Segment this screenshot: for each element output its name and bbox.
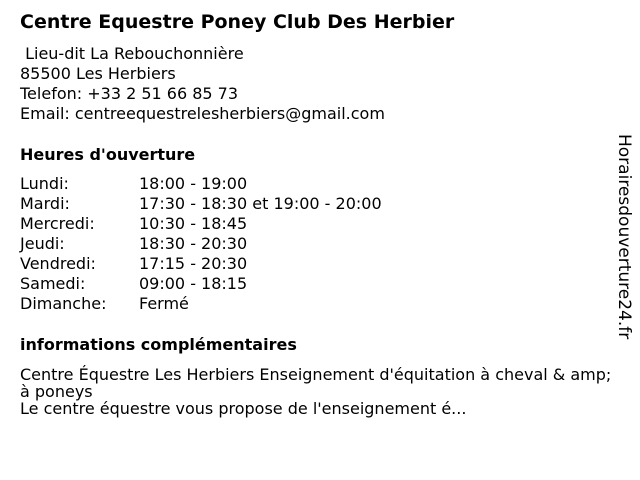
hours-row-friday: [20, 254, 382, 274]
address-city: 85500 Les Herbiers: [20, 64, 176, 83]
additional-info-text: [20, 366, 620, 417]
day-hours: 10:30 - 18:45: [139, 214, 248, 233]
business-name: Centre Equestre Poney Club Des Herbier: [20, 11, 455, 33]
day-hours: 18:00 - 19:00: [139, 174, 248, 193]
address-block: [20, 44, 385, 124]
day-label: Mercredi:: [20, 214, 95, 233]
email-address: Email: centreequestrelesherbiers@gmail.com: [20, 104, 385, 123]
info-excerpt: Le centre équestre vous propose de l'enseignement é...: [20, 399, 467, 418]
day-label: Lundi:: [20, 174, 69, 193]
hours-row-tuesday: [20, 194, 382, 214]
opening-hours-heading: Heures d'ouverture: [20, 145, 196, 164]
info-description: Centre Équestre Les Herbiers Enseignement d'équitation à cheval & amp; à poneys: [20, 365, 612, 401]
day-label: Dimanche:: [20, 294, 107, 313]
hours-row-wednesday: [20, 214, 382, 234]
additional-info-heading: informations complémentaires: [20, 335, 297, 354]
phone-number: Telefon: +33 2 51 66 85 73: [20, 84, 239, 103]
day-hours: 17:30 - 18:30 et 19:00 - 20:00: [139, 194, 382, 213]
day-hours: 18:30 - 20:30: [139, 234, 248, 253]
hours-row-saturday: [20, 274, 382, 294]
day-label: Samedi:: [20, 274, 86, 293]
day-hours: 09:00 - 18:15: [139, 274, 248, 293]
hours-row-thursday: [20, 234, 382, 254]
day-hours: 17:15 - 20:30: [139, 254, 248, 273]
day-label: Vendredi:: [20, 254, 96, 273]
address-street: Lieu-dit La Rebouchonnière: [20, 44, 244, 63]
site-watermark: [612, 134, 636, 354]
hours-row-monday: [20, 174, 382, 194]
day-label: Jeudi:: [20, 234, 65, 253]
day-hours: Fermé: [139, 294, 189, 313]
hours-row-sunday: [20, 294, 382, 314]
opening-hours-table: [20, 174, 382, 314]
day-label: Mardi:: [20, 194, 70, 213]
watermark-text: Horairesdouverture24.fr: [614, 134, 634, 340]
